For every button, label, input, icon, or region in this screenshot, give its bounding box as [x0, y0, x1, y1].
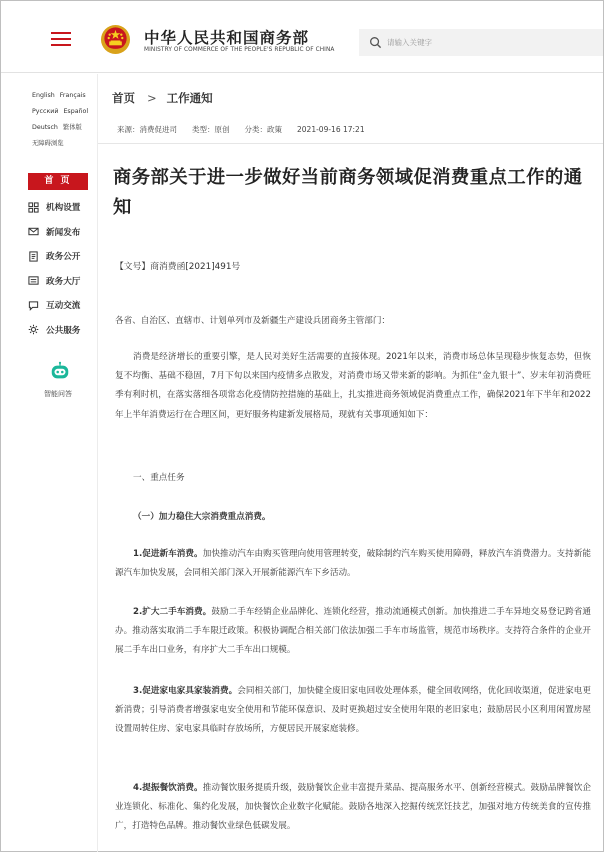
- item-heading: 2.扩大二手车消费。: [133, 607, 212, 617]
- search-icon[interactable]: [369, 36, 382, 49]
- site-title: 中华人民共和国商务部: [144, 29, 310, 47]
- sidebar-item-service-hall[interactable]: [28, 269, 80, 294]
- assistant-label[interactable]: 智能问答: [44, 390, 72, 398]
- sidebar-item-label: 政务公开: [46, 252, 81, 263]
- item-heading: 1.促进新车消费。: [133, 549, 203, 559]
- chevron-right-icon: >: [147, 91, 157, 105]
- org-chart-icon: [28, 202, 39, 213]
- sidebar-item-disclosure[interactable]: [28, 244, 80, 269]
- sidebar-item-label: 政务大厅: [46, 276, 81, 287]
- list-item: [115, 682, 591, 740]
- list-item: [115, 603, 591, 661]
- meta-datetime: 2021-09-16 17:21: [297, 125, 365, 134]
- doc-number: 【文号】商消费函[2021]491号: [115, 262, 241, 272]
- sidebar-divider: [97, 74, 98, 852]
- sidebar-item-public-service[interactable]: [28, 318, 80, 343]
- sidebar-item-news[interactable]: [28, 220, 80, 245]
- sidebar-item-label: 新闻发布: [46, 227, 81, 238]
- chat-bubble-icon: [28, 300, 39, 311]
- sidebar-nav: [28, 195, 80, 342]
- breadcrumb-home-link[interactable]: 首页: [112, 91, 135, 105]
- item-heading: 3.促进家电家具家装消费。: [133, 686, 238, 696]
- sidebar-item-home[interactable]: 首 页: [28, 173, 88, 190]
- article-title: 商务部关于进一步做好当前商务领域促消费重点工作的通知: [113, 167, 583, 218]
- meta-type: 类型：原创: [192, 125, 230, 134]
- list-item: [115, 545, 591, 583]
- site-subtitle: MINISTRY OF COMMERCE OF THE PEOPLE'S REPUBLIC OF CHINA: [144, 47, 335, 53]
- lang-english-link[interactable]: English: [32, 92, 55, 99]
- meta-source: 来源：消费促进司: [117, 125, 177, 134]
- subsection-heading: （一）加力稳住大宗消费重点消费。: [133, 512, 271, 522]
- sidebar-item-organization[interactable]: [28, 195, 80, 220]
- sidebar-item-label: 互动交流: [46, 301, 81, 312]
- addressee: 各省、自治区、直辖市、计划单列市及新疆生产建设兵团商务主管部门：: [115, 316, 391, 326]
- breadcrumb: [112, 90, 213, 106]
- sidebar-item-label: 公共服务: [46, 325, 81, 336]
- item-text: 鼓励二手车经销企业品牌化、连锁化经营，推动流通模式创新。加快推进二手车异地交易登记跨省通办。推动落实取消二手车限迁政策。积极协调配合相关部门依法加强二手车市场监管，规范市场秩序。支持符合条件的企业开展二手车出口业务，有序扩大二手车出口规模。: [115, 607, 591, 656]
- section-heading: 一、重点任务: [133, 473, 185, 483]
- item-text: 加快推动汽车由购买管理向使用管理转变，破除制约汽车购买使用障碍，释放汽车消费潜力。支持新能源汽车加快发展，会同相关部门深入开展新能源汽车下乡活动。: [115, 549, 591, 579]
- lang-german-link[interactable]: Deutsch: [32, 124, 58, 131]
- accessibility-link[interactable]: 无障碍浏览: [32, 140, 64, 147]
- document-icon: [28, 251, 39, 262]
- lang-french-link[interactable]: Français: [59, 92, 86, 99]
- sidebar-item-label: 机构设置: [46, 203, 81, 214]
- lang-traditional-chinese-link[interactable]: 繁体版: [62, 124, 82, 131]
- search-box[interactable]: [359, 29, 603, 56]
- intro-paragraph: 消费是经济增长的重要引擎，是人民对美好生活需要的直接体现。2021年以来，消费市场总体呈现稳步恢复态势，但恢复不均衡、基础不稳固，7月下旬以来国内疫情多点散发，对消费市场又带来新的影响。为抓住“金九银十”、岁末年初消费旺季有利时机，在落实落细各项常态化疫情防控措施的基础上，扎实推进商务领域促消费重点工作，确保2021年下半年和2022年上半年消费运行在合理区间，更好服务构建新发展格局，现就有关事项通知如下：: [115, 352, 591, 420]
- meta-divider: [98, 143, 603, 144]
- list-item: [115, 779, 591, 837]
- meta-category: 分类：政策: [244, 125, 282, 134]
- language-switcher: [32, 88, 98, 152]
- breadcrumb-current-link[interactable]: 工作通知: [166, 91, 213, 105]
- hamburger-menu-icon[interactable]: [51, 32, 71, 48]
- sidebar-item-interaction[interactable]: [28, 293, 80, 318]
- search-input[interactable]: [387, 33, 587, 52]
- item-text: 会同相关部门，加快健全废旧家电回收处理体系，健全回收网络，优化回收渠道，促进家电更新消费；引导消费者增强家电安全使用和节能环保意识、及时更换超过安全使用年限的老旧家电；鼓励居民小区利用闲置房屋设置周转住房、家电家具临时存放场所，方便居民开展家庭装修。: [115, 686, 591, 735]
- item-text: 推动餐饮服务提质升级，鼓励餐饮企业丰富提升菜品、提高服务水平、创新经营模式。鼓励品牌餐饮企业连锁化、标准化、集约化发展，加快餐饮企业数字化赋能。鼓励各地深入挖掘传统烹饪技艺，加强对地方传统美食的宣传推广，打造特色品牌。推动餐饮业绿色低碳发展。: [115, 783, 591, 832]
- assistant-robot-icon[interactable]: [49, 361, 71, 383]
- lang-russian-link[interactable]: Русский: [32, 108, 59, 115]
- service-gear-icon: [28, 324, 39, 335]
- article-meta: [117, 124, 380, 135]
- site-header: [1, 1, 603, 73]
- lang-spanish-link[interactable]: Español: [63, 108, 89, 115]
- hall-window-icon: [28, 275, 39, 286]
- national-emblem-icon: [100, 24, 131, 55]
- item-heading: 4.提振餐饮消费。: [133, 783, 203, 793]
- envelope-icon: [28, 226, 39, 237]
